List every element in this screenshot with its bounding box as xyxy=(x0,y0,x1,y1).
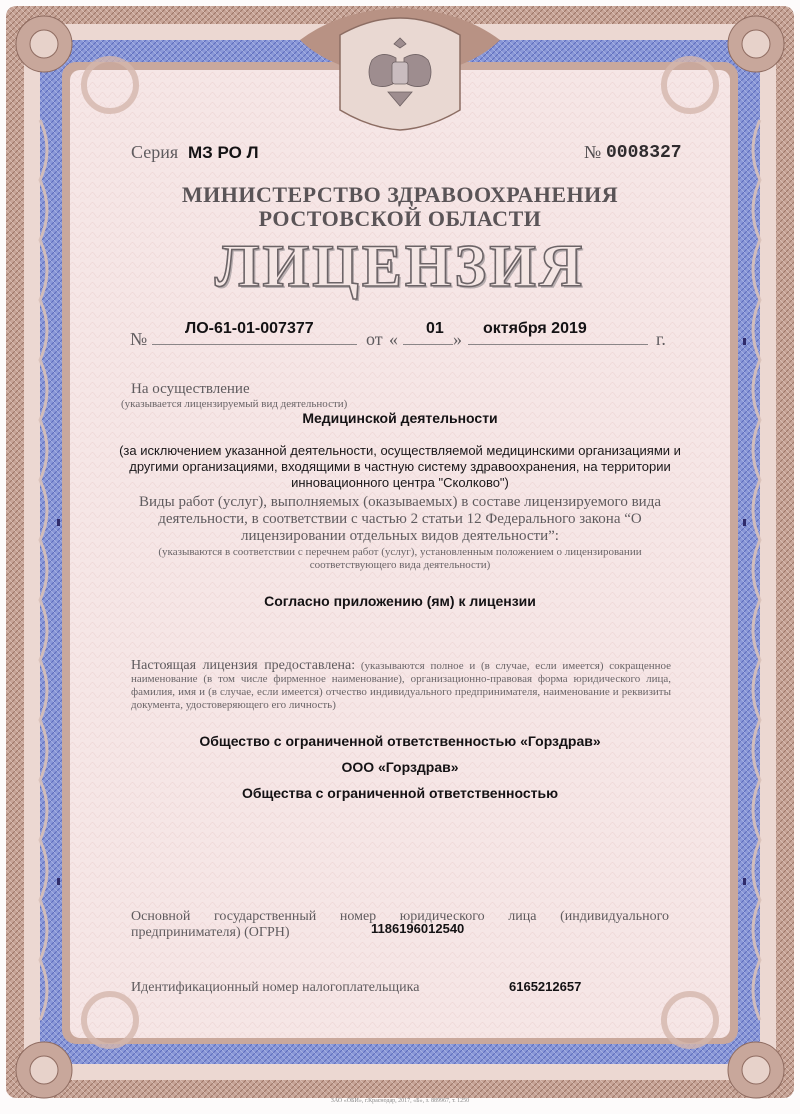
ogrn-value: 1186196012540 xyxy=(371,921,465,936)
ministry-line-1: МИНИСТЕРСТВО ЗДРАВООХРАНЕНИЯ xyxy=(181,182,619,207)
activity-label: На осуществление xyxy=(131,381,250,397)
series-label: Серия xyxy=(131,142,179,162)
series-value: МЗ РО Л xyxy=(188,143,259,162)
printer-note: ЗАО «ОБИ», г.Краснодар, 2017, «Б», з. 889967, т. 1250 xyxy=(330,1098,470,1104)
inn-label: Идентификационный номер налогоплательщика xyxy=(131,980,420,995)
license-number-label: № xyxy=(130,329,148,349)
organization-full-name: Общество с ограниченной ответственностью «Горздрав» xyxy=(199,733,601,749)
registration-mark xyxy=(743,878,746,885)
license-from-label: от xyxy=(366,329,383,349)
activity-value: Медицинской деятельности xyxy=(302,410,498,426)
ogrn-label-line-1: Основной государственный номер юридического лица (индивидуального xyxy=(131,909,669,924)
quote-open: « xyxy=(389,329,398,349)
works-hint: (указываются в соответствии с перечнем работ (услуг), установленным положением о лицензировании соответствующего вида деятельности) xyxy=(158,546,642,571)
organization-legal-form: Общества с ограниченной ответственностью xyxy=(241,785,559,801)
inn-value: 6165212657 xyxy=(509,979,582,994)
activity-hint: (указывается лицензируемый вид деятельности) xyxy=(121,398,348,410)
year-suffix: г. xyxy=(656,329,666,349)
organization-short-name: ООО «Горздрав» xyxy=(341,759,459,775)
registration-mark xyxy=(743,519,746,526)
registration-mark xyxy=(743,338,746,345)
registration-mark xyxy=(57,519,60,526)
activity-exclusion: (за исключением указанной деятельности, осуществляемой медицинскими организациями и другими организациями, входящими в частную систему здравоохранения, на территории инновационного центра "Сколково") xyxy=(119,443,681,490)
license-number-value: ЛО-61-01-007377 xyxy=(185,320,314,337)
license-month-year-value: октября 2019 xyxy=(483,320,587,337)
license-number-underline xyxy=(152,344,357,345)
granted-hint: (указываются полное и (в случае, если имеется) сокращенное наименование (в том числе фирменное наименование), организационно-правовая форма юридического лица, фамилия, имя и (в случае, если имеется) отчество индивидуального предпринимателя, наименование и реквизиты документа, удостоверяющего его личность) xyxy=(131,660,672,711)
registration-mark xyxy=(57,878,60,885)
ministry-line-2: РОСТОВСКОЙ ОБЛАСТИ xyxy=(258,206,542,231)
ogrn-label-line-2: предпринимателя) (ОГРН) xyxy=(131,925,290,940)
works-label: Виды работ (услуг), выполняемых (оказываемых) в составе лицензируемого вида деятельности, в соответствии с частью 2 статьи 12 Федерального закона “О лицензировании отдельных видов деятельности”: xyxy=(139,494,661,544)
granted-block xyxy=(131,659,671,712)
license-day-underline xyxy=(403,344,453,345)
number-label: № xyxy=(584,142,602,162)
granted-label: Настоящая лицензия предоставлена: xyxy=(131,658,356,673)
ministry-name xyxy=(0,183,800,231)
license-day-value: 01 xyxy=(426,320,444,337)
document-title: ЛИЦЕНЗИЯ xyxy=(214,233,586,299)
quote-close: » xyxy=(453,329,462,349)
number-value: 0008327 xyxy=(606,143,682,163)
works-value: Согласно приложению (ям) к лицензии xyxy=(264,593,536,609)
license-month-underline xyxy=(468,344,648,345)
